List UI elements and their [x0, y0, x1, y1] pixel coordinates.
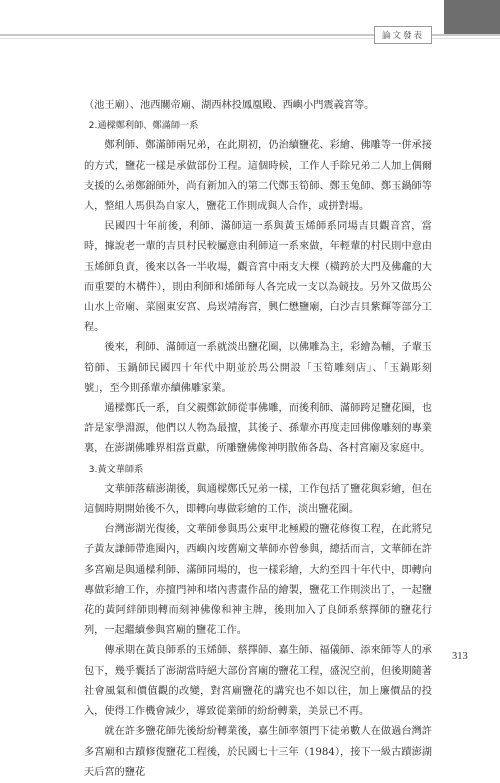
paragraph: 傳承期在黃良師系的玉烯師、蔡擇師、嘉生師、福儀師、添來師等人的承包下，幾乎囊括了澎湖當時絕大部份宮廟的鹽花工程，盛況空前，但後期隨著社會風氣和價值觀的改變，對宮廟鹽花的講究也不如以往，加上廉價品的投入，使得工作機會減少，導致從業師的紛紛轉業，美景已不再。 [84, 645, 432, 718]
article-body [84, 96, 432, 783]
paragraph: 就在許多鹽花師先後紛紛轉業後，嘉生師率領門下徒弟數人在做過台灣許多宮廟和古蹟修復鹽花工程後，於民國七十三年（1984），接下一級古蹟澎湖天后宮的鹽花 [84, 726, 432, 778]
header-corner-block [444, 0, 500, 36]
paragraph: 後來，利師、滿師這一系就淡出鹽花圈，以佛雕為主，彩繪為輔，子輩玉筍師、玉鍋師民國四十年代中期並於馬公開設「玉筍雕刻店」、「玉鍋彫刻號」，至今則孫輩亦續佛雕家業。 [84, 342, 432, 394]
page-number: 313 [452, 651, 468, 662]
subsection-heading: 3.黃文華師系 [88, 463, 144, 475]
paragraph: 鄭利師、鄭滿師兩兄弟，在此期初，仍治續鹽花、彩繪、佛雕等一併承接的方式，鹽花一樣是承做部份工程。這個時候，工作人手除兄弟二人加上偶爾支援的么弟鄭錦師外，尚有新加入的第二代鄭玉筍師、鄭玉兔師、鄭玉鍋師等人，整組人馬俱為自家人，鹽花工作則成與人合作，或拼對場。 [84, 140, 432, 213]
paragraph: （池王廟）、池西關帝廟、湖西林投鳳凰殿、西嶼小門震義宮等。 [84, 100, 375, 111]
paragraph: 文華師落藉澎湖後，與通樑鄭氏兄弟一樣，工作包括了鹽花與彩繪，但在這個時期開始後不久，即轉向專做彩繪的工作，淡出鹽花圈。 [84, 483, 432, 516]
paragraph: 民國四十年前後，利師、滿師這一系與黃玉烯師系同場吉貝觀音宮，當時，據說老一輩的吉貝村民較屬意由利師這一系來做，年輕輩的村民則中意由玉烯師負責，後來以各一半收場，觀音宮中兩支大棵（橫跨於大門及佛龕的大而重要的木構件），則由利師和烯師每人各完成一支以為競技。另外又做馬公山水上帝廟、菜園東安宮、烏崁靖海宮，興仁懋鹽廟，白沙吉貝紫輝等部分工程。 [84, 221, 432, 334]
paragraph: 台灣澎湖光復後，文華師參與馬公東甲北極殿的鹽花修復工程，在此將兒子黃友謙師帶進圈內，西嶼內垵舊廟文華師亦曾參與，總括而言，文華師在許多宮廟是與通樑利師、滿師同場的，也一樣彩繪，大約至四十年代中，即轉向專做彩繪工作，亦擅門神和堵內書畫作品的繪製，鹽花工作則淡出了，一起鹽花的黃阿絆師則轉而刻神佛像和神主牌，後則加入了良師系蔡擇師的鹽花行列，一起繼續參與宮廟的鹽花工作。 [84, 524, 432, 637]
section-label: 論文發表 [374, 26, 432, 44]
subsection-heading: 2.通樑鄭利師、鄭滿師一系 [88, 120, 199, 132]
paragraph: 通樑鄭氏一系，自父親鄭欽師從事佛雕，而後利師、滿師跨足鹽花圈，也許是家學淵源，他們以人物為最擅，其後子、孫輩亦再度走回佛像雕刻的專業裏，在澎湖佛雕界相當貢獻，所雕鹽佛像神明散佈各島、各村宮廟及家庭中。 [84, 403, 432, 455]
